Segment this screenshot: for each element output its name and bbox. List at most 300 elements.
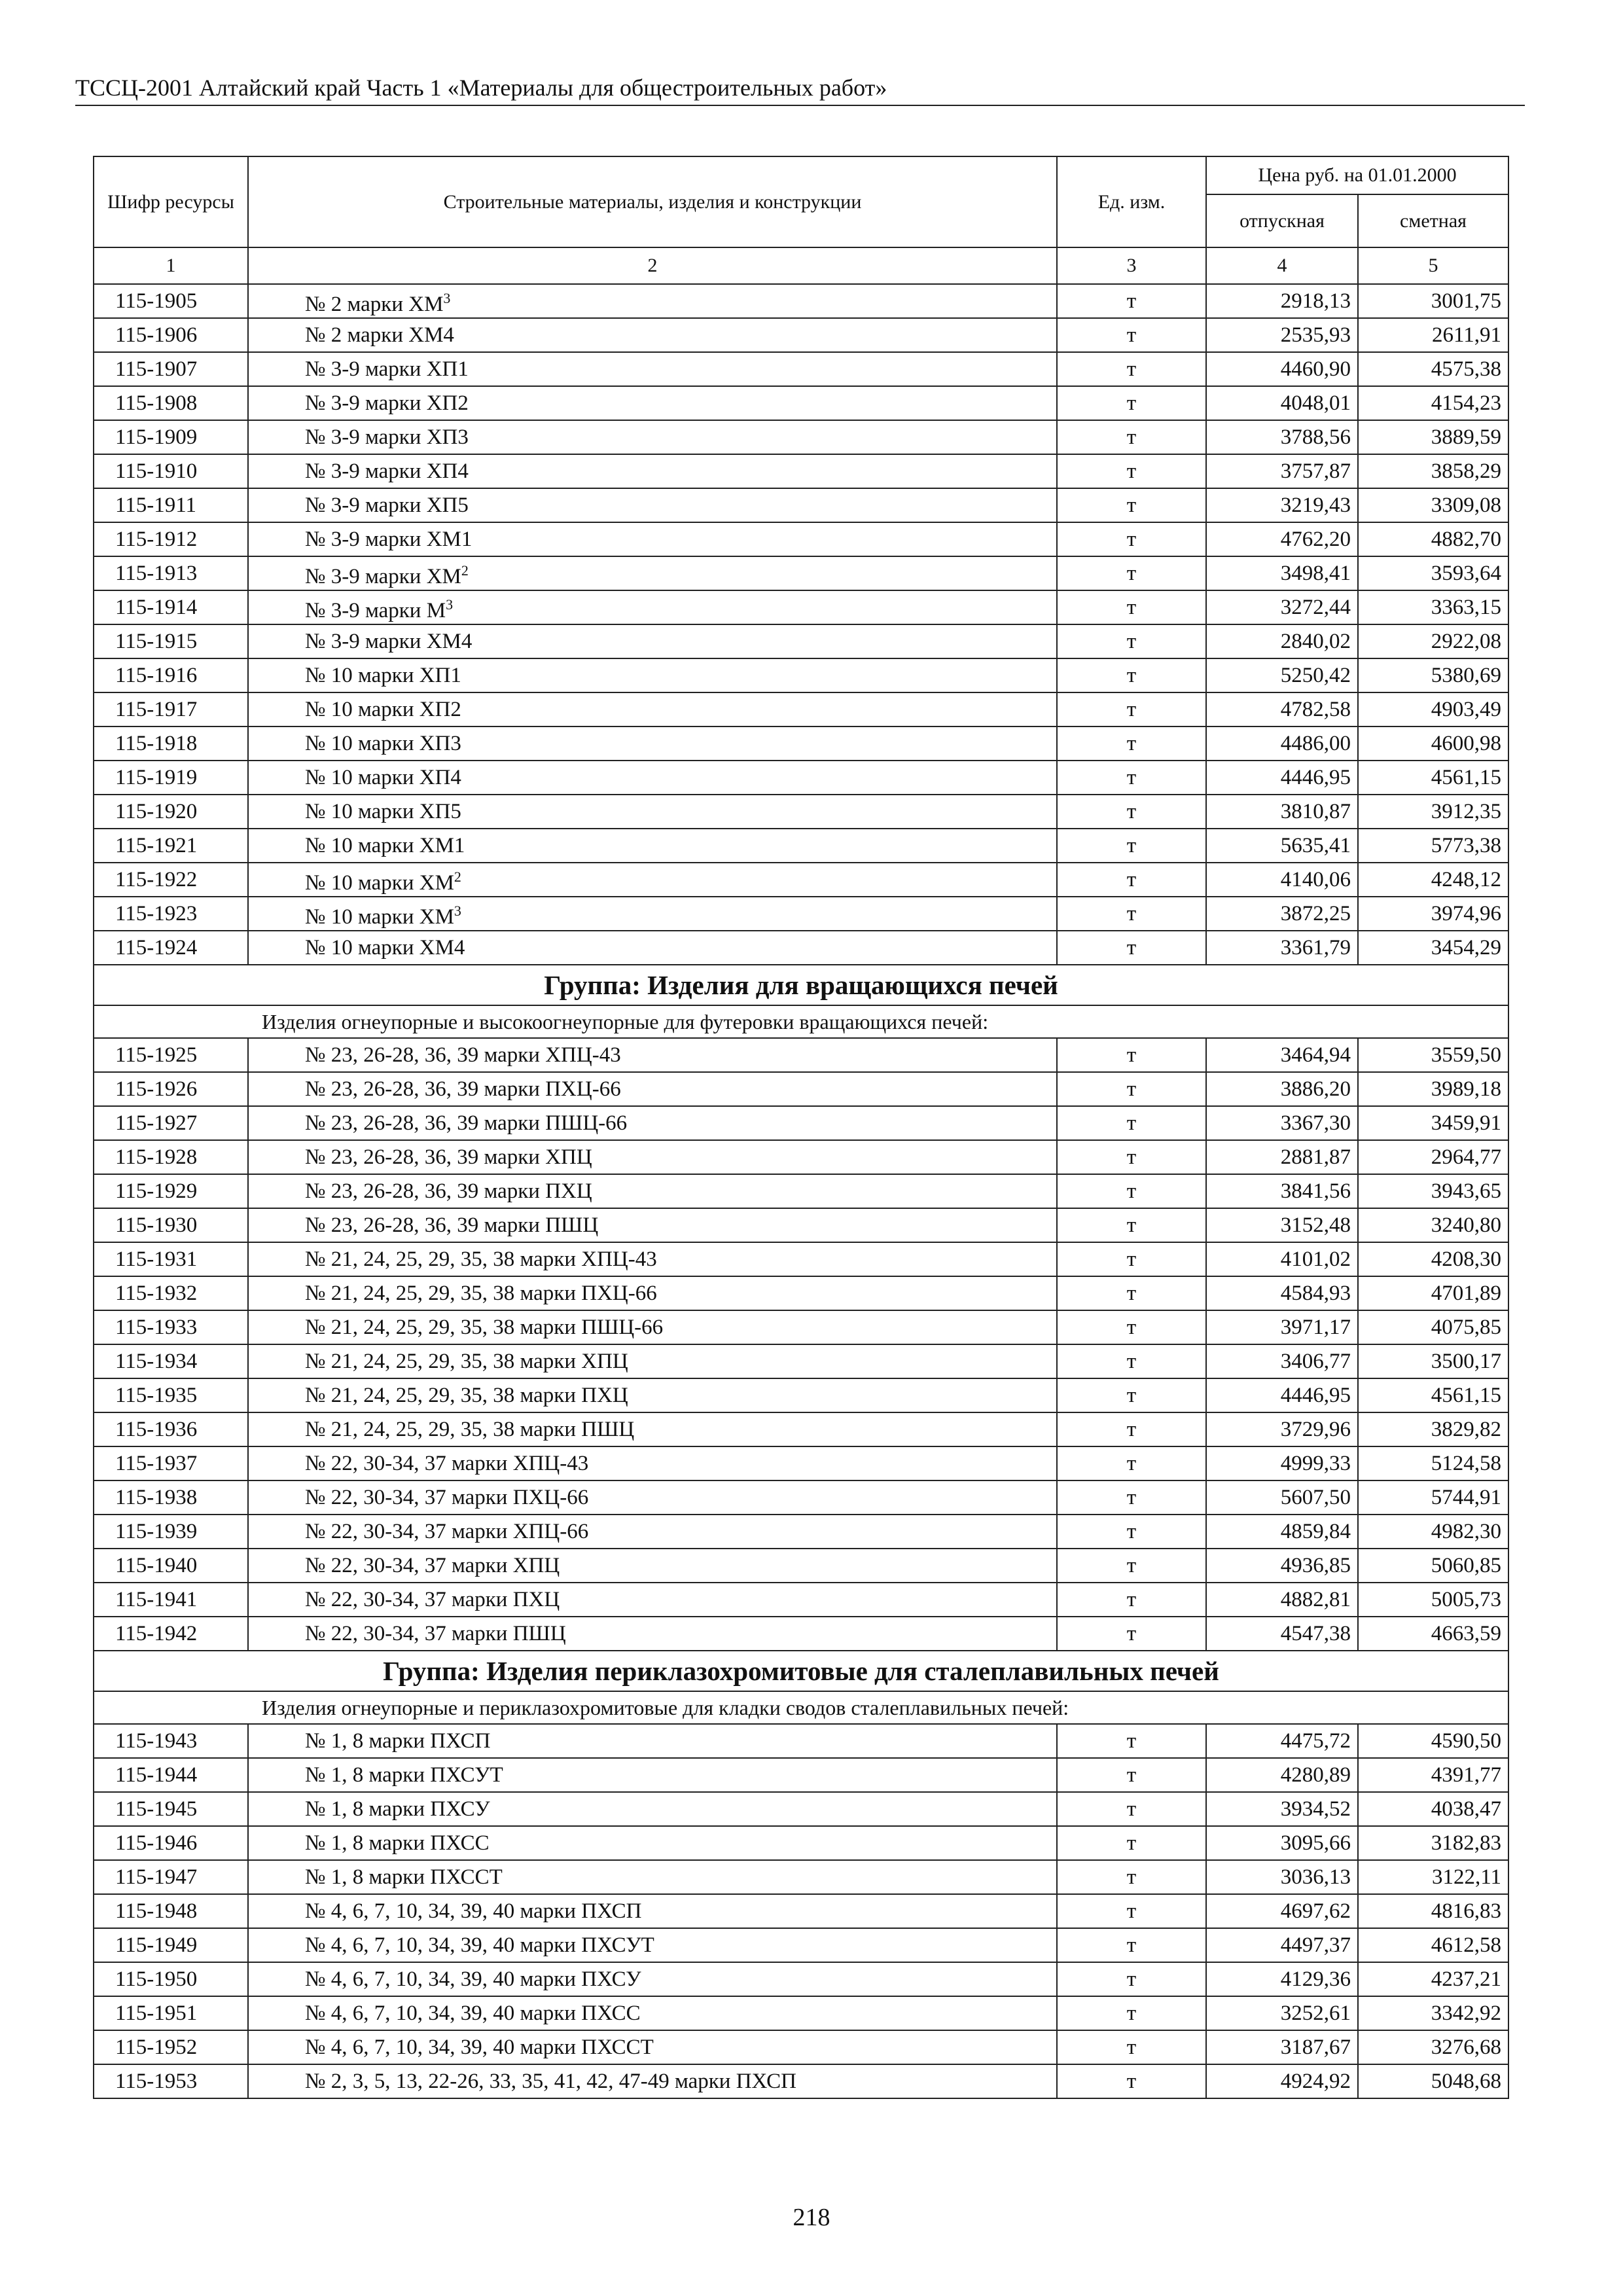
unit-cell: т bbox=[1057, 692, 1206, 726]
unit-cell: т bbox=[1057, 761, 1206, 795]
material-name-text: № 3-9 марки ХП3 bbox=[305, 425, 469, 449]
unit-cell: т bbox=[1057, 1962, 1206, 1996]
table-row bbox=[94, 488, 1508, 522]
material-name-cell bbox=[248, 1242, 1057, 1276]
release-price-cell: 4460,90 bbox=[1206, 352, 1358, 386]
unit-cell: т bbox=[1057, 1549, 1206, 1583]
material-name-text: № 1, 8 марки ПХСС bbox=[305, 1831, 490, 1855]
material-name-text: № 22, 30-34, 37 марки ПХЦ bbox=[305, 1588, 560, 1611]
material-name-text: № 3-9 марки М bbox=[305, 598, 446, 622]
material-name-cell bbox=[248, 624, 1057, 658]
material-name-cell bbox=[248, 931, 1057, 965]
material-name-text: № 23, 26-28, 36, 39 марки ПШЦ bbox=[305, 1213, 599, 1237]
material-name-text: № 21, 24, 25, 29, 35, 38 марки ПШЦ-66 bbox=[305, 1316, 664, 1339]
estimate-price-cell: 3454,29 bbox=[1358, 931, 1508, 965]
estimate-price-cell: 4075,85 bbox=[1358, 1310, 1508, 1344]
table-row bbox=[94, 1962, 1508, 1996]
unit-cell: т bbox=[1057, 1242, 1206, 1276]
release-price-cell: 2840,02 bbox=[1206, 624, 1358, 658]
resource-code-cell: 115-1928 bbox=[94, 1140, 248, 1174]
estimate-price-cell: 3309,08 bbox=[1358, 488, 1508, 522]
material-name-cell bbox=[248, 2030, 1057, 2064]
material-name-cell bbox=[248, 1860, 1057, 1894]
release-price-cell: 3971,17 bbox=[1206, 1310, 1358, 1344]
material-name-cell bbox=[248, 352, 1057, 386]
material-name-cell bbox=[248, 1310, 1057, 1344]
table-row bbox=[94, 624, 1508, 658]
material-name-cell bbox=[248, 761, 1057, 795]
estimate-price-cell: 3240,80 bbox=[1358, 1208, 1508, 1242]
material-name-text: № 3-9 марки ХМ4 bbox=[305, 630, 473, 653]
material-name-text: № 4, 6, 7, 10, 34, 39, 40 марки ПХСС bbox=[305, 2001, 641, 2025]
material-name-text: № 21, 24, 25, 29, 35, 38 марки ПШЦ bbox=[305, 1418, 635, 1441]
estimate-price-cell: 4982,30 bbox=[1358, 1515, 1508, 1549]
estimate-price-cell: 3500,17 bbox=[1358, 1344, 1508, 1378]
release-price-cell: 2881,87 bbox=[1206, 1140, 1358, 1174]
material-name-text: № 3-9 марки ХП4 bbox=[305, 459, 469, 483]
header-code: Шифр ресурсы bbox=[94, 156, 248, 247]
estimate-price-cell: 4575,38 bbox=[1358, 352, 1508, 386]
unit-cell: т bbox=[1057, 863, 1206, 897]
release-price-cell: 3272,44 bbox=[1206, 590, 1358, 624]
material-name-cell bbox=[248, 1724, 1057, 1758]
document-header: ТССЦ-2001 Алтайский край Часть 1 «Материалы для общестроительных работ» bbox=[75, 73, 1525, 106]
subgroup-heading-row bbox=[94, 1691, 1508, 1724]
release-price-cell: 3810,87 bbox=[1206, 795, 1358, 829]
material-name-text: № 2 марки ХМ4 bbox=[305, 323, 454, 347]
release-price-cell: 4486,00 bbox=[1206, 726, 1358, 761]
resource-code-cell: 115-1929 bbox=[94, 1174, 248, 1208]
material-name-cell bbox=[248, 488, 1057, 522]
material-name-cell bbox=[248, 1480, 1057, 1515]
release-price-cell: 5250,42 bbox=[1206, 658, 1358, 692]
unit-cell: т bbox=[1057, 386, 1206, 420]
estimate-price-cell: 4561,15 bbox=[1358, 1378, 1508, 1412]
resource-code-cell: 115-1936 bbox=[94, 1412, 248, 1446]
resource-code-cell: 115-1912 bbox=[94, 522, 248, 556]
resource-code-cell: 115-1923 bbox=[94, 897, 248, 931]
estimate-price-cell: 4882,70 bbox=[1358, 522, 1508, 556]
table-row bbox=[94, 1826, 1508, 1860]
unit-cell: т bbox=[1057, 897, 1206, 931]
estimate-price-cell: 4612,58 bbox=[1358, 1928, 1508, 1962]
unit-cell: т bbox=[1057, 1208, 1206, 1242]
release-price-cell: 3464,94 bbox=[1206, 1038, 1358, 1072]
resource-code-cell: 115-1926 bbox=[94, 1072, 248, 1106]
unit-cell: т bbox=[1057, 829, 1206, 863]
resource-code-cell: 115-1927 bbox=[94, 1106, 248, 1140]
table-row bbox=[94, 1038, 1508, 1072]
table-row bbox=[94, 1792, 1508, 1826]
table-row bbox=[94, 1549, 1508, 1583]
material-name-cell bbox=[248, 1928, 1057, 1962]
material-name-cell bbox=[248, 1446, 1057, 1480]
material-name-cell bbox=[248, 863, 1057, 897]
material-name-text: № 23, 26-28, 36, 39 марки ПХЦ bbox=[305, 1179, 592, 1203]
resource-code-cell: 115-1948 bbox=[94, 1894, 248, 1928]
material-name-text: № 21, 24, 25, 29, 35, 38 марки ХПЦ bbox=[305, 1350, 628, 1373]
unit-cell: т bbox=[1057, 795, 1206, 829]
release-price-cell: 2918,13 bbox=[1206, 284, 1358, 318]
material-name-cell bbox=[248, 1792, 1057, 1826]
estimate-price-cell: 2611,91 bbox=[1358, 318, 1508, 352]
resource-code-cell: 115-1922 bbox=[94, 863, 248, 897]
group-heading-row bbox=[94, 1651, 1508, 1691]
unit-cell: т bbox=[1057, 1446, 1206, 1480]
price-table bbox=[93, 156, 1509, 2099]
estimate-price-cell: 5773,38 bbox=[1358, 829, 1508, 863]
unit-cell: т bbox=[1057, 931, 1206, 965]
material-name-text: № 10 марки ХП4 bbox=[305, 766, 461, 789]
resource-code-cell: 115-1944 bbox=[94, 1758, 248, 1792]
unit-cell: т bbox=[1057, 1758, 1206, 1792]
estimate-price-cell: 3858,29 bbox=[1358, 454, 1508, 488]
unit-cell: т bbox=[1057, 1996, 1206, 2030]
estimate-price-cell: 4600,98 bbox=[1358, 726, 1508, 761]
unit-cell: т bbox=[1057, 522, 1206, 556]
table-row bbox=[94, 931, 1508, 965]
material-name-text: № 2, 3, 5, 13, 22-26, 33, 35, 41, 42, 47-49 марки ПХСП bbox=[305, 2070, 796, 2093]
header-release-price: отпускная bbox=[1206, 194, 1358, 247]
estimate-price-cell: 5744,91 bbox=[1358, 1480, 1508, 1515]
column-number: 1 bbox=[94, 247, 248, 284]
unit-cell: т bbox=[1057, 658, 1206, 692]
unit-cell: т bbox=[1057, 1174, 1206, 1208]
resource-code-cell: 115-1908 bbox=[94, 386, 248, 420]
material-name-cell bbox=[248, 1617, 1057, 1651]
resource-code-cell: 115-1919 bbox=[94, 761, 248, 795]
unit-cell: т bbox=[1057, 1140, 1206, 1174]
header-name: Строительные материалы, изделия и конструкции bbox=[248, 156, 1057, 247]
column-number: 5 bbox=[1358, 247, 1508, 284]
estimate-price-cell: 4561,15 bbox=[1358, 761, 1508, 795]
unit-cell: т bbox=[1057, 1378, 1206, 1412]
unit-cell: т bbox=[1057, 1894, 1206, 1928]
resource-code-cell: 115-1947 bbox=[94, 1860, 248, 1894]
unit-cell: т bbox=[1057, 1724, 1206, 1758]
unit-cell: т bbox=[1057, 1106, 1206, 1140]
superscript: 2 bbox=[461, 562, 469, 579]
table-row bbox=[94, 1996, 1508, 2030]
material-name-text: № 4, 6, 7, 10, 34, 39, 40 марки ПХСП bbox=[305, 1899, 642, 1923]
material-name-cell bbox=[248, 1758, 1057, 1792]
release-price-cell: 3095,66 bbox=[1206, 1826, 1358, 1860]
page-number: 218 bbox=[793, 2204, 830, 2231]
resource-code-cell: 115-1925 bbox=[94, 1038, 248, 1072]
estimate-price-cell: 4208,30 bbox=[1358, 1242, 1508, 1276]
table-row bbox=[94, 454, 1508, 488]
material-name-text: № 21, 24, 25, 29, 35, 38 марки ХПЦ-43 bbox=[305, 1247, 657, 1271]
resource-code-cell: 115-1905 bbox=[94, 284, 248, 318]
estimate-price-cell: 3989,18 bbox=[1358, 1072, 1508, 1106]
release-price-cell: 3187,67 bbox=[1206, 2030, 1358, 2064]
table-row bbox=[94, 556, 1508, 590]
table-row bbox=[94, 829, 1508, 863]
group-heading-row bbox=[94, 965, 1508, 1005]
material-name-cell bbox=[248, 318, 1057, 352]
table-row bbox=[94, 1724, 1508, 1758]
unit-cell: т bbox=[1057, 1583, 1206, 1617]
unit-cell: т bbox=[1057, 2064, 1206, 2098]
table-row bbox=[94, 1378, 1508, 1412]
unit-cell: т bbox=[1057, 2030, 1206, 2064]
table-row bbox=[94, 795, 1508, 829]
material-name-text: № 3-9 марки ХП1 bbox=[305, 357, 469, 381]
table-row bbox=[94, 1310, 1508, 1344]
material-name-text: № 3-9 марки ХП5 bbox=[305, 493, 469, 517]
resource-code-cell: 115-1946 bbox=[94, 1826, 248, 1860]
release-price-cell: 2535,93 bbox=[1206, 318, 1358, 352]
material-name-cell bbox=[248, 2064, 1057, 2098]
table-row bbox=[94, 1928, 1508, 1962]
table-row bbox=[94, 1276, 1508, 1310]
unit-cell: т bbox=[1057, 1928, 1206, 1962]
material-name-cell bbox=[248, 522, 1057, 556]
resource-code-cell: 115-1950 bbox=[94, 1962, 248, 1996]
estimate-price-cell: 3829,82 bbox=[1358, 1412, 1508, 1446]
resource-code-cell: 115-1906 bbox=[94, 318, 248, 352]
resource-code-cell: 115-1917 bbox=[94, 692, 248, 726]
material-name-cell bbox=[248, 726, 1057, 761]
release-price-cell: 4140,06 bbox=[1206, 863, 1358, 897]
unit-cell: т bbox=[1057, 1276, 1206, 1310]
table-row bbox=[94, 1583, 1508, 1617]
table-row bbox=[94, 1106, 1508, 1140]
unit-cell: т bbox=[1057, 1792, 1206, 1826]
unit-cell: т bbox=[1057, 420, 1206, 454]
resource-code-cell: 115-1907 bbox=[94, 352, 248, 386]
release-price-cell: 4859,84 bbox=[1206, 1515, 1358, 1549]
estimate-price-cell: 3459,91 bbox=[1358, 1106, 1508, 1140]
unit-cell: т bbox=[1057, 556, 1206, 590]
estimate-price-cell: 5048,68 bbox=[1358, 2064, 1508, 2098]
resource-code-cell: 115-1934 bbox=[94, 1344, 248, 1378]
release-price-cell: 4762,20 bbox=[1206, 522, 1358, 556]
material-name-text: № 22, 30-34, 37 марки ПХЦ-66 bbox=[305, 1486, 589, 1509]
resource-code-cell: 115-1935 bbox=[94, 1378, 248, 1412]
header-estimate-price: сметная bbox=[1358, 194, 1508, 247]
material-name-cell bbox=[248, 658, 1057, 692]
subgroup-heading-row bbox=[94, 1005, 1508, 1038]
material-name-text: № 4, 6, 7, 10, 34, 39, 40 марки ПХСУТ bbox=[305, 1933, 654, 1957]
resource-code-cell: 115-1941 bbox=[94, 1583, 248, 1617]
resource-code-cell: 115-1939 bbox=[94, 1515, 248, 1549]
estimate-price-cell: 5005,73 bbox=[1358, 1583, 1508, 1617]
table-row bbox=[94, 863, 1508, 897]
resource-code-cell: 115-1932 bbox=[94, 1276, 248, 1310]
release-price-cell: 4936,85 bbox=[1206, 1549, 1358, 1583]
release-price-cell: 4280,89 bbox=[1206, 1758, 1358, 1792]
material-name-text: № 1, 8 марки ПХССТ bbox=[305, 1865, 503, 1889]
material-name-text: № 23, 26-28, 36, 39 марки ПХЦ-66 bbox=[305, 1077, 621, 1101]
table-row bbox=[94, 420, 1508, 454]
estimate-price-cell: 3182,83 bbox=[1358, 1826, 1508, 1860]
material-name-text: № 10 марки ХП3 bbox=[305, 732, 461, 755]
estimate-price-cell: 3122,11 bbox=[1358, 1860, 1508, 1894]
estimate-price-cell: 5380,69 bbox=[1358, 658, 1508, 692]
resource-code-cell: 115-1953 bbox=[94, 2064, 248, 2098]
estimate-price-cell: 3889,59 bbox=[1358, 420, 1508, 454]
resource-code-cell: 115-1943 bbox=[94, 1724, 248, 1758]
release-price-cell: 3788,56 bbox=[1206, 420, 1358, 454]
estimate-price-cell: 3974,96 bbox=[1358, 897, 1508, 931]
material-name-cell bbox=[248, 590, 1057, 624]
unit-cell: т bbox=[1057, 1860, 1206, 1894]
resource-code-cell: 115-1911 bbox=[94, 488, 248, 522]
material-name-cell bbox=[248, 1276, 1057, 1310]
material-name-text: № 23, 26-28, 36, 39 марки ПШЦ-66 bbox=[305, 1111, 628, 1135]
material-name-text: № 22, 30-34, 37 марки ХПЦ-43 bbox=[305, 1452, 589, 1475]
table-row bbox=[94, 1412, 1508, 1446]
resource-code-cell: 115-1918 bbox=[94, 726, 248, 761]
material-name-text: № 21, 24, 25, 29, 35, 38 марки ПХЦ bbox=[305, 1384, 628, 1407]
material-name-text: № 22, 30-34, 37 марки ПШЦ bbox=[305, 1622, 566, 1645]
release-price-cell: 3361,79 bbox=[1206, 931, 1358, 965]
estimate-price-cell: 4701,89 bbox=[1358, 1276, 1508, 1310]
estimate-price-cell: 4590,50 bbox=[1358, 1724, 1508, 1758]
column-number: 4 bbox=[1206, 247, 1358, 284]
material-name-cell bbox=[248, 1549, 1057, 1583]
table-row bbox=[94, 590, 1508, 624]
unit-cell: т bbox=[1057, 1412, 1206, 1446]
release-price-cell: 4584,93 bbox=[1206, 1276, 1358, 1310]
estimate-price-cell: 4038,47 bbox=[1358, 1792, 1508, 1826]
unit-cell: т bbox=[1057, 1310, 1206, 1344]
superscript: 2 bbox=[454, 868, 461, 885]
estimate-price-cell: 4816,83 bbox=[1358, 1894, 1508, 1928]
material-name-cell bbox=[248, 284, 1057, 318]
material-name-cell bbox=[248, 692, 1057, 726]
release-price-cell: 3219,43 bbox=[1206, 488, 1358, 522]
unit-cell: т bbox=[1057, 318, 1206, 352]
release-price-cell: 3406,77 bbox=[1206, 1344, 1358, 1378]
release-price-cell: 3886,20 bbox=[1206, 1072, 1358, 1106]
release-price-cell: 3036,13 bbox=[1206, 1860, 1358, 1894]
material-name-cell bbox=[248, 454, 1057, 488]
material-name-cell bbox=[248, 1072, 1057, 1106]
release-price-cell: 4101,02 bbox=[1206, 1242, 1358, 1276]
table-row bbox=[94, 1860, 1508, 1894]
material-name-text: № 10 марки ХП1 bbox=[305, 664, 461, 687]
material-name-text: № 4, 6, 7, 10, 34, 39, 40 марки ПХСУ bbox=[305, 1967, 641, 1991]
resource-code-cell: 115-1945 bbox=[94, 1792, 248, 1826]
material-name-text: № 10 марки ХП2 bbox=[305, 698, 461, 721]
estimate-price-cell: 3276,68 bbox=[1358, 2030, 1508, 2064]
table-row bbox=[94, 522, 1508, 556]
unit-cell: т bbox=[1057, 284, 1206, 318]
estimate-price-cell: 3342,92 bbox=[1358, 1996, 1508, 2030]
material-name-cell bbox=[248, 795, 1057, 829]
material-name-cell bbox=[248, 1174, 1057, 1208]
table-row bbox=[94, 1446, 1508, 1480]
superscript: 3 bbox=[443, 289, 451, 306]
release-price-cell: 4446,95 bbox=[1206, 761, 1358, 795]
material-name-cell bbox=[248, 1996, 1057, 2030]
estimate-price-cell: 4663,59 bbox=[1358, 1617, 1508, 1651]
unit-cell: т bbox=[1057, 726, 1206, 761]
unit-cell: т bbox=[1057, 1617, 1206, 1651]
release-price-cell: 3729,96 bbox=[1206, 1412, 1358, 1446]
material-name-text: № 21, 24, 25, 29, 35, 38 марки ПХЦ-66 bbox=[305, 1282, 657, 1305]
resource-code-cell: 115-1951 bbox=[94, 1996, 248, 2030]
resource-code-cell: 115-1914 bbox=[94, 590, 248, 624]
material-name-cell bbox=[248, 556, 1057, 590]
estimate-price-cell: 2964,77 bbox=[1358, 1140, 1508, 1174]
resource-code-cell: 115-1938 bbox=[94, 1480, 248, 1515]
resource-code-cell: 115-1949 bbox=[94, 1928, 248, 1962]
table-row bbox=[94, 897, 1508, 931]
table-row bbox=[94, 284, 1508, 318]
table-row bbox=[94, 692, 1508, 726]
unit-cell: т bbox=[1057, 1344, 1206, 1378]
estimate-price-cell: 3363,15 bbox=[1358, 590, 1508, 624]
release-price-cell: 3252,61 bbox=[1206, 1996, 1358, 2030]
resource-code-cell: 115-1933 bbox=[94, 1310, 248, 1344]
unit-cell: т bbox=[1057, 590, 1206, 624]
estimate-price-cell: 3559,50 bbox=[1358, 1038, 1508, 1072]
material-name-text: № 10 марки ХМ4 bbox=[305, 936, 465, 960]
resource-code-cell: 115-1916 bbox=[94, 658, 248, 692]
material-name-text: № 3-9 марки ХП2 bbox=[305, 391, 469, 415]
release-price-cell: 5635,41 bbox=[1206, 829, 1358, 863]
superscript: 3 bbox=[454, 902, 461, 919]
table-row bbox=[94, 658, 1508, 692]
material-name-cell bbox=[248, 1583, 1057, 1617]
material-name-cell bbox=[248, 1378, 1057, 1412]
resource-code-cell: 115-1952 bbox=[94, 2030, 248, 2064]
table-row bbox=[94, 761, 1508, 795]
material-name-cell bbox=[248, 1344, 1057, 1378]
material-name-text: № 10 марки ХМ1 bbox=[305, 834, 465, 857]
release-price-cell: 3498,41 bbox=[1206, 556, 1358, 590]
material-name-text: № 22, 30-34, 37 марки ХПЦ-66 bbox=[305, 1520, 589, 1543]
subgroup-heading: Изделия огнеупорные и высокоогнеупорные для футеровки вращающихся печей: bbox=[94, 1005, 1508, 1038]
estimate-price-cell: 3912,35 bbox=[1358, 795, 1508, 829]
table-row bbox=[94, 1617, 1508, 1651]
release-price-cell: 4882,81 bbox=[1206, 1583, 1358, 1617]
release-price-cell: 4547,38 bbox=[1206, 1617, 1358, 1651]
material-name-text: № 3-9 марки ХМ bbox=[305, 564, 461, 588]
release-price-cell: 4048,01 bbox=[1206, 386, 1358, 420]
unit-cell: т bbox=[1057, 1480, 1206, 1515]
material-name-cell bbox=[248, 1038, 1057, 1072]
material-name-cell bbox=[248, 897, 1057, 931]
table-row bbox=[94, 318, 1508, 352]
material-name-cell bbox=[248, 1140, 1057, 1174]
table-row bbox=[94, 1140, 1508, 1174]
release-price-cell: 4782,58 bbox=[1206, 692, 1358, 726]
material-name-cell bbox=[248, 1208, 1057, 1242]
release-price-cell: 4129,36 bbox=[1206, 1962, 1358, 1996]
table-row bbox=[94, 352, 1508, 386]
table-row bbox=[94, 1480, 1508, 1515]
material-name-cell bbox=[248, 1962, 1057, 1996]
resource-code-cell: 115-1910 bbox=[94, 454, 248, 488]
table-row bbox=[94, 2030, 1508, 2064]
release-price-cell: 4999,33 bbox=[1206, 1446, 1358, 1480]
material-name-text: № 4, 6, 7, 10, 34, 39, 40 марки ПХССТ bbox=[305, 2036, 654, 2059]
table-row bbox=[94, 1758, 1508, 1792]
material-name-cell bbox=[248, 1515, 1057, 1549]
material-name-text: № 10 марки ХМ bbox=[305, 905, 454, 929]
material-name-text: № 23, 26-28, 36, 39 марки ХПЦ-43 bbox=[305, 1043, 621, 1067]
resource-code-cell: 115-1937 bbox=[94, 1446, 248, 1480]
resource-code-cell: 115-1913 bbox=[94, 556, 248, 590]
material-name-text: № 1, 8 марки ПХСУТ bbox=[305, 1763, 503, 1787]
table-row bbox=[94, 1174, 1508, 1208]
table-row bbox=[94, 1515, 1508, 1549]
estimate-price-cell: 4237,21 bbox=[1358, 1962, 1508, 1996]
